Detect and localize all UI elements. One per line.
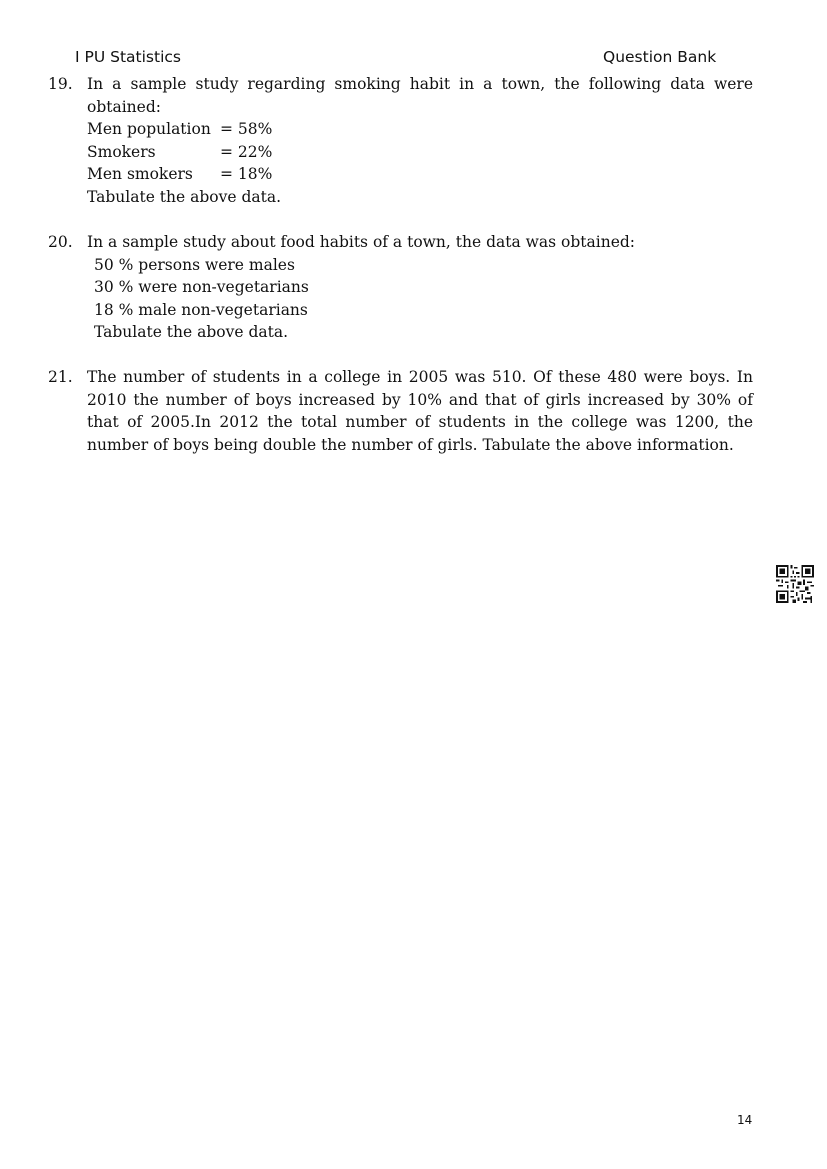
row-value: = 18% (220, 165, 273, 183)
header-subject: I PU Statistics (75, 48, 181, 66)
row-value: = 22% (220, 142, 273, 161)
data-row (87, 118, 753, 141)
question-number: 20. (48, 233, 73, 251)
row-value: = 58% (220, 120, 273, 138)
header-title: Question Bank (603, 48, 717, 66)
question-number: 19. (48, 75, 73, 93)
list-item: 50 % persons were males (94, 255, 295, 274)
question-closing: Tabulate the above data. (94, 323, 289, 341)
question-number: 21. (48, 368, 73, 386)
list-item: 18 % male non-vegetarians (94, 300, 308, 319)
question-text: The number of students in a college in 2005 was 510. Of these 480 were boys. In 2010 the number of boys increased by 10% and that of girls increased by 30% of that of 2005.In 2012 the total number of students in the college was 1200, the number of boys being double the number of girls. Tabulate the above information. (87, 368, 753, 454)
question-21 (48, 366, 753, 456)
data-row (87, 163, 753, 186)
row-label: Smokers (87, 142, 156, 161)
qr-code-icon (776, 565, 814, 603)
question-closing: Tabulate the above data. (87, 187, 282, 206)
list-item: 30 % were non-vegetarians (94, 278, 309, 296)
question-20 (48, 231, 753, 344)
page-number: 14 (737, 1113, 753, 1127)
question-intro: In a sample study regarding smoking habit in a town, the following data were obtained: (87, 75, 753, 116)
question-intro: In a sample study about food habits of a town, the data was obtained: (87, 233, 636, 251)
row-label: Men population (87, 120, 211, 138)
row-label: Men smokers (87, 165, 193, 183)
question-19 (48, 73, 753, 208)
data-row (87, 141, 753, 164)
